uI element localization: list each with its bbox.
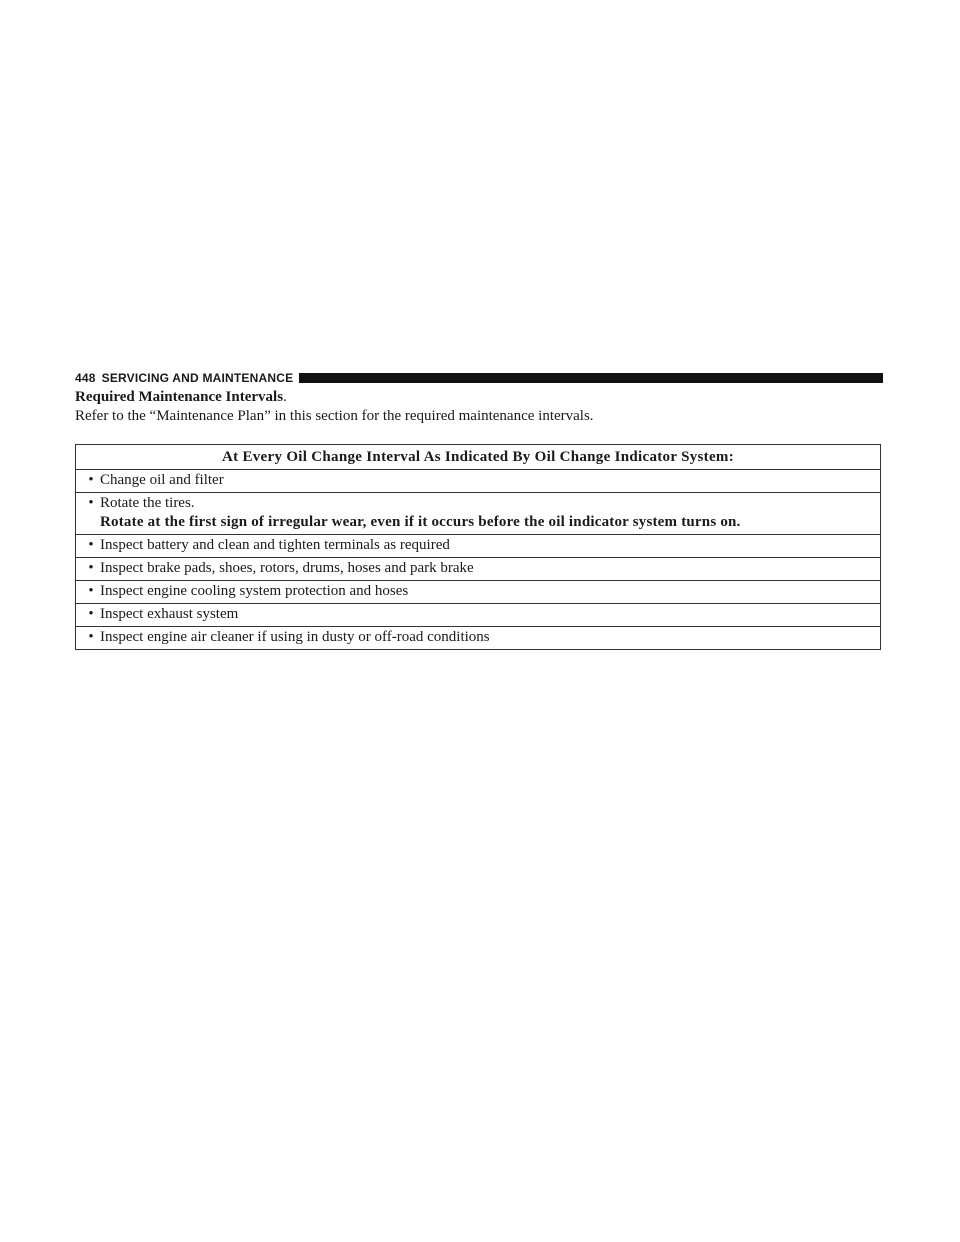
- table-row: [76, 558, 881, 581]
- intro-paragraph: Refer to the “Maintenance Plan” in this section for the required maintenance intervals.: [75, 408, 594, 424]
- table-row: [76, 627, 881, 650]
- item-text: Inspect battery and clean and tighten terminals as required: [100, 537, 450, 553]
- page-number: 448: [75, 371, 96, 385]
- list-item: [82, 494, 874, 532]
- list-item: [82, 628, 874, 647]
- bullet-icon: •: [88, 537, 94, 553]
- section-heading: [75, 388, 287, 406]
- header-rule-bar: [299, 373, 883, 383]
- bullet-icon: •: [88, 472, 94, 488]
- list-item: [82, 559, 874, 578]
- section-heading-suffix: .: [283, 389, 287, 405]
- list-item: [82, 605, 874, 624]
- table-row: [76, 581, 881, 604]
- list-item: [82, 471, 874, 490]
- list-item: [82, 582, 874, 601]
- table-cell: [76, 581, 881, 604]
- table-cell: [76, 558, 881, 581]
- section-heading-bold: Required Maintenance Intervals: [75, 389, 284, 405]
- item-text: Change oil and filter: [100, 472, 224, 488]
- item-text: Inspect brake pads, shoes, rotors, drums, hoses and park brake: [100, 560, 474, 576]
- bullet-icon: •: [88, 606, 94, 622]
- page-header: [75, 371, 883, 385]
- table-cell: [76, 604, 881, 627]
- item-text: Inspect engine air cleaner if using in dusty or off-road conditions: [100, 629, 490, 645]
- item-content: [100, 494, 874, 532]
- table-cell: [76, 493, 881, 535]
- table-row: [76, 535, 881, 558]
- item-text: Inspect exhaust system: [100, 606, 239, 622]
- table-cell: [76, 627, 881, 650]
- table-header-row: [76, 445, 881, 470]
- bullet-icon: •: [88, 495, 94, 511]
- item-note: Rotate at the first sign of irregular wear, even if it occurs before the oil indicator system turns on.: [100, 514, 741, 530]
- section-title: SERVICING AND MAINTENANCE: [101, 371, 294, 385]
- table-cell: [76, 470, 881, 493]
- item-text: Inspect engine cooling system protection and hoses: [100, 583, 409, 599]
- item-text: Rotate the tires.: [100, 495, 195, 511]
- table-row: [76, 470, 881, 493]
- list-item: [82, 536, 874, 555]
- table-row: [76, 604, 881, 627]
- bullet-icon: •: [88, 629, 94, 645]
- table-cell: [76, 535, 881, 558]
- bullet-icon: •: [88, 560, 94, 576]
- table-header: At Every Oil Change Interval As Indicated By Oil Change Indicator System:: [76, 445, 881, 470]
- oil-change-interval-table: [75, 444, 881, 650]
- table-row: [76, 493, 881, 535]
- bullet-icon: •: [88, 583, 94, 599]
